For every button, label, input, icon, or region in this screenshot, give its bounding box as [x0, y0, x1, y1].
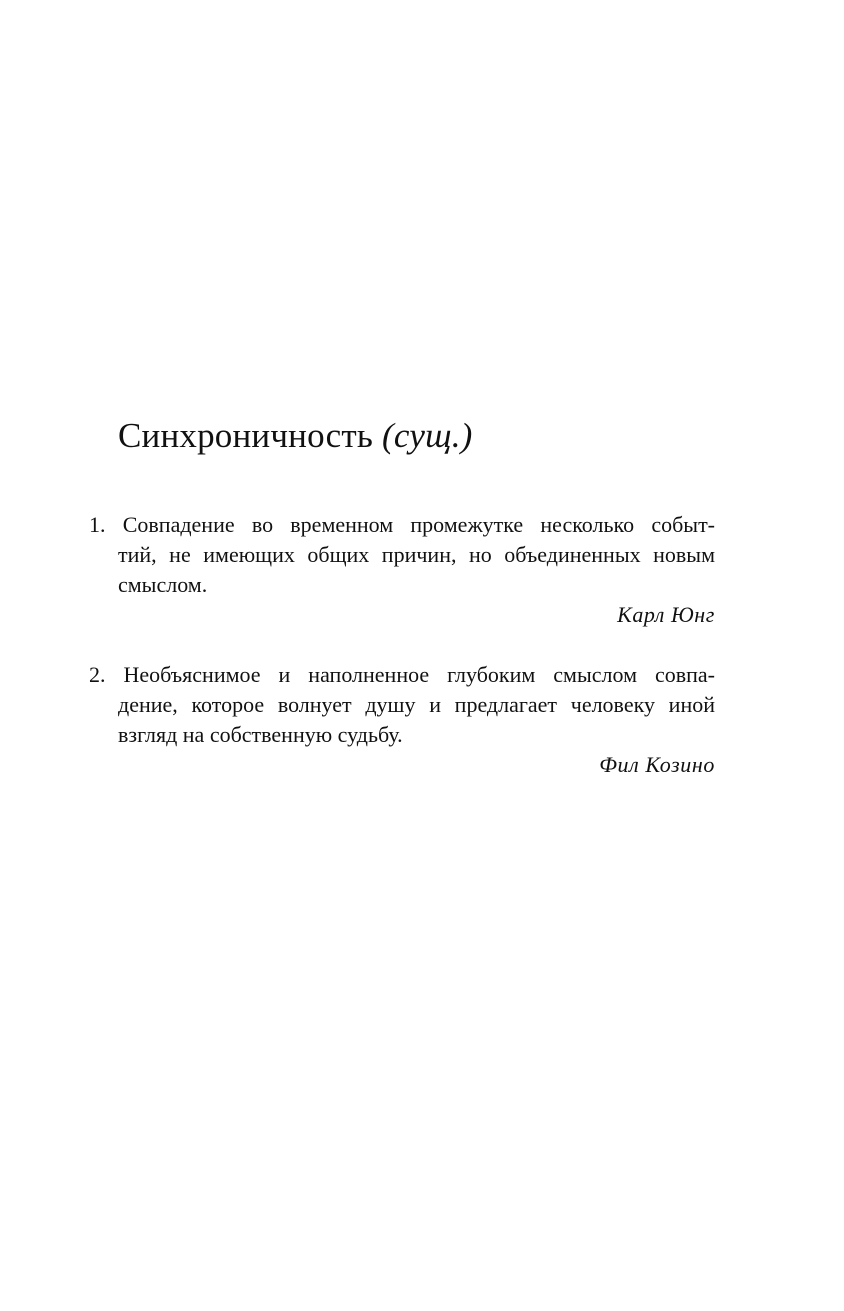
term: Синхроничность — [118, 416, 374, 455]
definition-author: Фил Козино — [599, 752, 715, 777]
definition-1 — [89, 510, 715, 630]
part-of-speech: (сущ.) — [382, 416, 473, 455]
definition-line: дение, которое волнует душу и предлагает человеку иной — [118, 692, 715, 717]
definition-2 — [89, 660, 715, 780]
definition-author: Карл Юнг — [617, 602, 715, 627]
definition-text: Необъяснимое и наполненное глубоким смыслом совпа- — [123, 662, 715, 687]
definition-line — [89, 660, 715, 690]
dictionary-entry-heading — [118, 412, 473, 460]
definition-line: тий, не имеющих общих причин, но объединенных новым — [118, 542, 715, 567]
definition-number: 1. — [89, 512, 106, 537]
definition-line: смыслом. — [118, 572, 208, 597]
definition-number: 2. — [89, 662, 106, 687]
definition-line — [89, 510, 715, 540]
definition-text: Совпадение во временном промежутке несколько событ- — [122, 512, 716, 537]
definition-line: взгляд на собственную судьбу. — [118, 722, 403, 747]
